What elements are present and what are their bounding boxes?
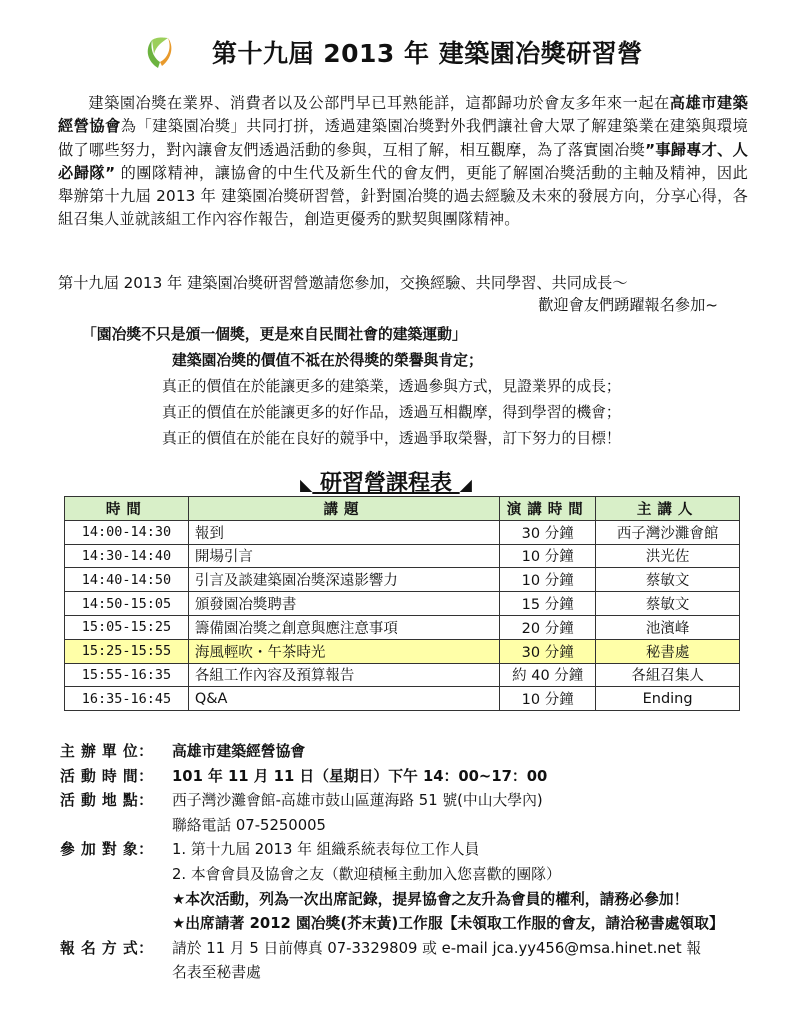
place-address: 西子灣沙灘會館-高雄市鼓山區蓮海路 51 號(中山大學內) <box>172 792 543 810</box>
audience-value <box>172 838 750 936</box>
intro-paragraph <box>58 92 748 232</box>
cell-duration: 10 分鐘 <box>500 568 596 592</box>
cell-topic: 開場引言 <box>188 544 499 568</box>
cell-time: 15:55-16:35 <box>65 663 189 687</box>
cell-speaker: 池濱峰 <box>596 615 740 639</box>
organizer-value: 高雄市建築經營協會 <box>172 743 306 760</box>
cell-duration: 約 40 分鐘 <box>500 663 596 687</box>
header <box>0 30 800 70</box>
quote-line-3: 真正的價值在於能讓更多的好作品，透過互相觀摩，得到學習的機會； <box>162 404 621 421</box>
intro-text-2: 為「建築園冶獎」共同打拼，透過建築園冶獎對外我們讓社會大眾了解建築業在建築與環境做了哪些努力，對內讓會友們透過活動的參與，互相了解，相互觀摩，為了落實園冶獎 <box>58 117 748 159</box>
cell-speaker: 蔡敏文 <box>596 592 740 616</box>
table-row <box>65 520 740 544</box>
leaf-logo-icon <box>138 32 178 72</box>
time-label: 活 動 時 間： <box>60 767 154 785</box>
quote-line-4: 真正的價值在於能在良好的競爭中，透過爭取榮譽，訂下努力的目標！ <box>162 430 621 447</box>
intro-motto: ”事歸專才、人必歸隊” <box>58 140 748 182</box>
cell-time: 15:25-15:55 <box>65 639 189 663</box>
header-topic: 講題 <box>188 497 499 521</box>
cell-duration: 10 分鐘 <box>500 544 596 568</box>
cell-time: 16:35-16:45 <box>65 687 189 711</box>
cell-speaker: 洪光佐 <box>596 544 740 568</box>
place-row <box>60 789 750 838</box>
cell-topic: 報到 <box>188 520 499 544</box>
event-info <box>60 740 750 986</box>
cell-time: 15:05-15:25 <box>65 615 189 639</box>
cell-time: 14:30-14:40 <box>65 544 189 568</box>
invitation <box>58 272 748 316</box>
audience-row <box>60 838 750 936</box>
signup-value <box>172 937 750 986</box>
page-title: 第十九屆 2013 年 建築園冶獎研習營 <box>212 39 643 68</box>
cell-time: 14:40-14:50 <box>65 568 189 592</box>
table-row <box>65 544 740 568</box>
cell-time: 14:00-14:30 <box>65 520 189 544</box>
quote-line-1: 建築園冶獎的價值不祗在於得獎的榮譽與肯定； <box>172 352 483 369</box>
invite-line-1: 第十九屆 2013 年 建築園冶獎研習營邀請您參加，交換經驗、共同學習、共同成長～ <box>58 274 628 292</box>
organizer-label: 主 辦 單 位： <box>60 743 154 760</box>
signup-line-1: 請於 11 月 5 日前傳真 07-3329809 或 e-mail jca.yy456@msa.hinet.net 報 <box>172 939 702 957</box>
signup-line-2: 名表至秘書處 <box>172 964 261 982</box>
invite-line-2: 歡迎會友們踴躍報名參加~ <box>538 296 718 314</box>
table-header-row <box>65 497 740 521</box>
place-label: 活 動 地 點： <box>60 792 154 810</box>
cell-topic: 海風輕吹・午茶時光 <box>188 639 499 663</box>
cell-speaker: Ending <box>596 687 740 711</box>
note-attendance: ★本次活動，列為一次出席記錄，提昇協會之友升為會員的權利，請務必參加！ <box>172 890 689 908</box>
time-row <box>60 765 750 790</box>
signup-label: 報 名 方 式： <box>60 939 154 957</box>
signup-row <box>60 937 750 986</box>
place-phone: 聯絡電話 07-5250005 <box>172 816 326 834</box>
table-row <box>65 687 740 711</box>
audience-item-2: 2. 本會會員及協會之友（歡迎積極主動加入您喜歡的團隊） <box>172 865 561 883</box>
schedule-title-text: 研習營課程表 <box>319 471 452 496</box>
cell-speaker: 西子灣沙灘會館 <box>596 520 740 544</box>
hatch-right-icon: ◢ <box>459 474 472 494</box>
cell-topic: Q&A <box>188 687 499 711</box>
cell-duration: 30 分鐘 <box>500 639 596 663</box>
cell-speaker: 秘書處 <box>596 639 740 663</box>
cell-duration: 20 分鐘 <box>500 615 596 639</box>
note-uniform: ★出席請著 2012 園冶獎(芥末黃)工作服【未領取工作服的會友，請洽秘書處領取】 <box>172 915 724 933</box>
quote-line-0: 「園冶獎不只是頒一個獎，更是來自民間社會的建築運動」 <box>82 326 467 343</box>
table-row <box>65 568 740 592</box>
header-duration: 演講時間 <box>500 497 596 521</box>
cell-duration: 15 分鐘 <box>500 592 596 616</box>
cell-duration: 30 分鐘 <box>500 520 596 544</box>
intro-org-name: 高雄市建築經營協會 <box>58 94 749 136</box>
table-row <box>65 615 740 639</box>
place-value <box>172 789 750 838</box>
time-value: 101 年 11 月 11 日（星期日）下午 14：00~17：00 <box>172 767 548 785</box>
cell-speaker: 蔡敏文 <box>596 568 740 592</box>
cell-duration: 10 分鐘 <box>500 687 596 711</box>
hatch-left-icon: ◣ <box>300 474 313 494</box>
quote-line-2: 真正的價值在於能讓更多的建築業，透過參與方式，見證業界的成長； <box>162 378 621 395</box>
intro-text-1: 建築園冶獎在業界、消費者以及公部門早已耳熟能詳，這都歸功於會友多年來一起在 <box>88 94 670 112</box>
audience-label: 參 加 對 象： <box>60 841 154 859</box>
cell-time: 14:50-15:05 <box>65 592 189 616</box>
table-row <box>65 592 740 616</box>
cell-topic: 籌備園冶獎之創意與應注意事項 <box>188 615 499 639</box>
header-time: 時間 <box>65 497 189 521</box>
audience-item-1: 1. 第十九屆 2013 年 組織系統表每位工作人員 <box>172 841 480 859</box>
schedule-title <box>300 466 472 497</box>
cell-topic: 頒發園冶獎聘書 <box>188 592 499 616</box>
cell-topic: 引言及談建築園冶獎深遠影響力 <box>188 568 499 592</box>
table-row-highlighted <box>65 639 740 663</box>
table-row <box>65 663 740 687</box>
header-speaker: 主講人 <box>596 497 740 521</box>
cell-speaker: 各組召集人 <box>596 663 740 687</box>
intro-text-3: 的團隊精神，讓協會的中生代及新生代的會友們，更能了解園冶獎活動的主軸及精神，因此舉辦第十九屆 2013 年 建築園冶獎研習營，針對園冶獎的過去經驗及未來的發展方向，分享心得，各組召集人並就該組工作內容作報告，創造更優秀的默契與團隊精神。 <box>58 163 748 229</box>
organizer-row <box>60 740 750 765</box>
value-statement <box>58 322 748 452</box>
schedule-table <box>64 496 740 711</box>
cell-topic: 各組工作內容及預算報告 <box>188 663 499 687</box>
